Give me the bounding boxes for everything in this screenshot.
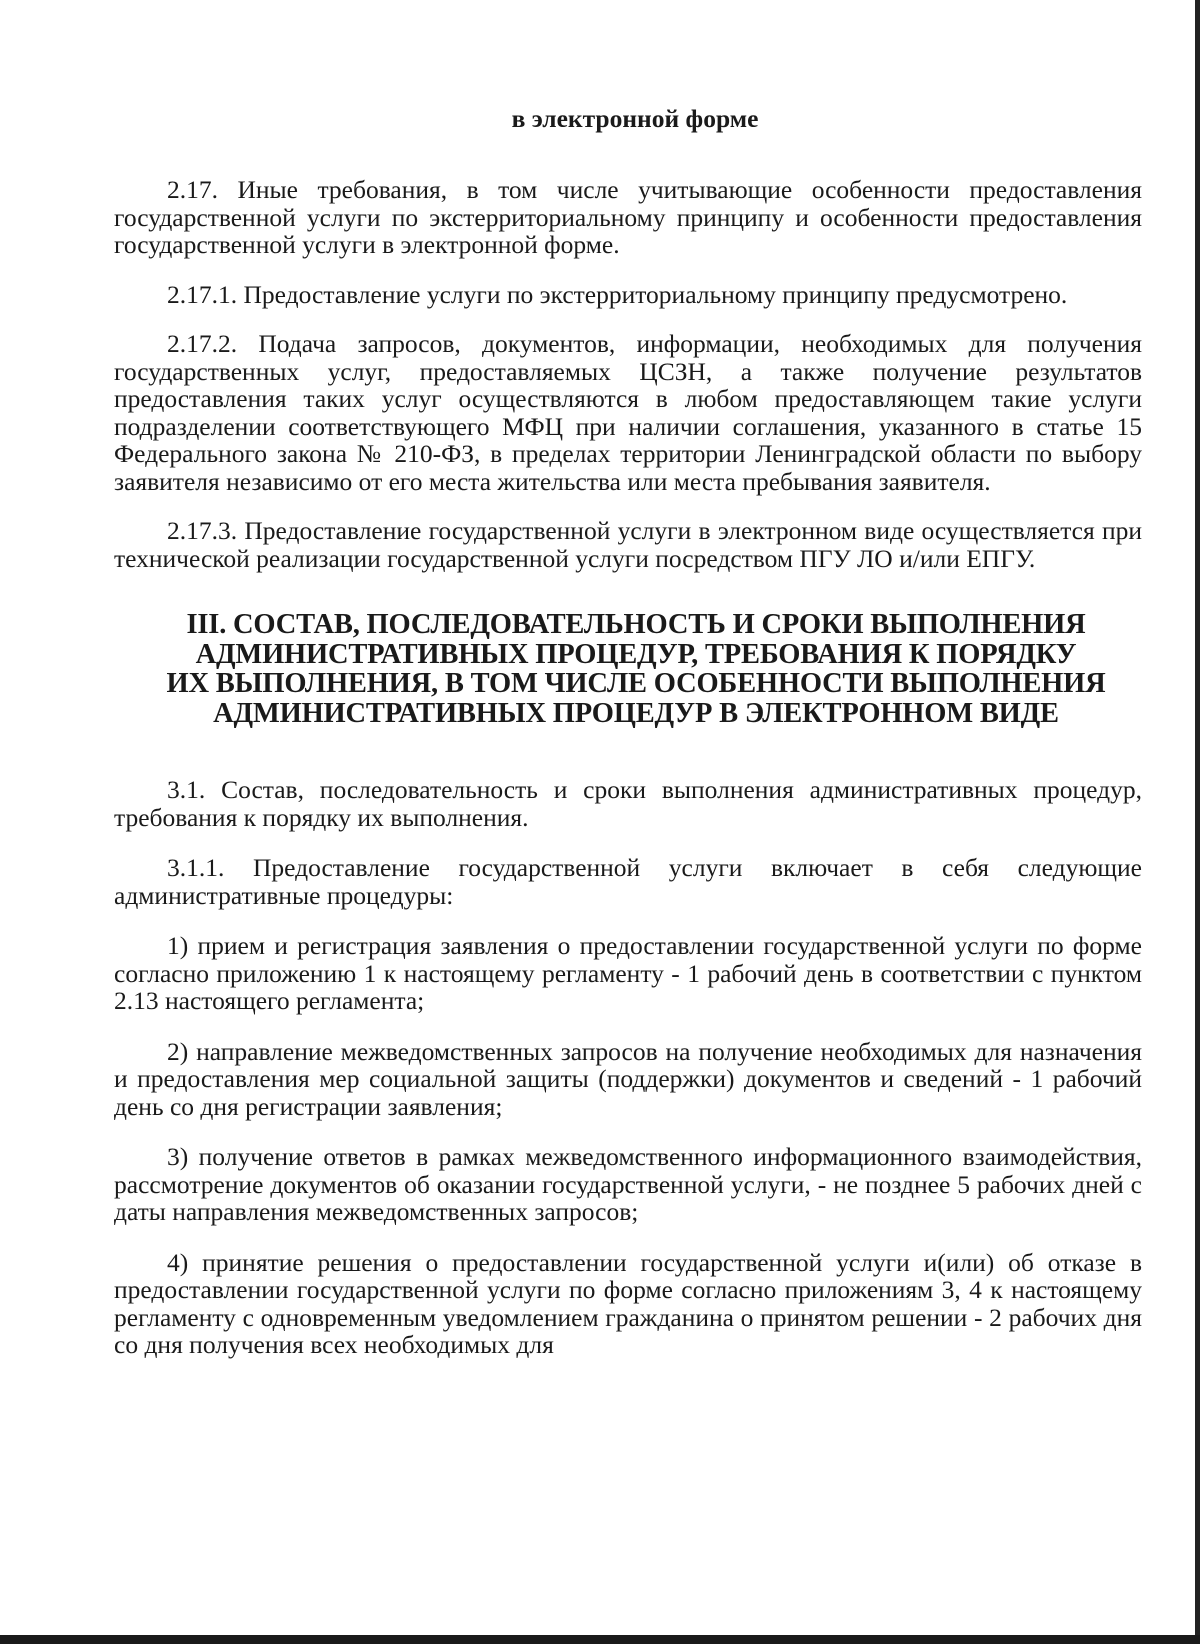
section-title <box>114 610 1142 728</box>
paragraph-3-1-1: 3.1.1. Предоставление государственной услуги включает в себя следующие административные процедуры: <box>114 853 1142 910</box>
list-item-4: 4) принятие решения о предоставлении государственной услуги и(или) об отказе в предоставлении государственной услуги по форме согласно приложениям 3, 4 к настоящему регламенту с одновременным уведомлением гражданина о принятом решении - 2 рабочих дня со дня получения всех необходимых для <box>114 1247 1142 1359</box>
paragraph-2-17-2: 2.17.2. Подача запросов, документов, информации, необходимых для получения государственных услуг, предоставляемых ЦСЗН, а также получение результатов предоставления таких услуг осуществляются в любом предоставляющем такие услуги подразделении соответствующего МФЦ при наличии соглашения, указанного в статье 15 Федерального закона № 210-ФЗ, в пределах территории Ленинградской области по выбору заявителя независимо от его места жительства или места пребывания заявителя. <box>114 329 1142 496</box>
scan-edge-bottom <box>0 1635 1200 1644</box>
list-item-1: 1) прием и регистрация заявления о предоставлении государственной услуги по форме согласно приложению 1 к настоящему регламенту - 1 рабочий день в соответствии с пунктом 2.13 настоящего регламента; <box>114 931 1142 1015</box>
header-fragment: в электронной форме <box>511 104 759 133</box>
list-item-2: 2) направление межведомственных запросов на получение необходимых для назначения и предоставления мер социальной защиты (поддержки) документов и сведений - 1 рабочий день со дня регистрации заявления; <box>114 1036 1142 1121</box>
section-title-line: III. СОСТАВ, ПОСЛЕДОВАТЕЛЬНОСТЬ И СРОКИ ВЫПОЛНЕНИЯ <box>186 609 1086 640</box>
document-body <box>114 104 1142 1359</box>
paragraph-2-17-1: 2.17.1. Предоставление услуги по экстерриториальному принципу предусмотрено. <box>167 279 1068 309</box>
section-title-line: АДМИНИСТРАТИВНЫХ ПРОЦЕДУР, ТРЕБОВАНИЯ К ПОРЯДКУ <box>195 638 1077 670</box>
paragraph-3-1: 3.1. Состав, последовательность и сроки выполнения административных процедур, требования к порядку их выполнения. <box>114 775 1142 832</box>
section-title-line: АДМИНИСТРАТИВНЫХ ПРОЦЕДУР В ЭЛЕКТРОННОМ ВИДЕ <box>213 697 1059 729</box>
paragraph-2-17: 2.17. Иные требования, в том числе учитывающие особенности предоставления государственной услуги по экстерриториальному принципу и особенности предоставления государственной услуги в электронной форме. <box>114 175 1142 259</box>
paragraph-2-17-3: 2.17.3. Предоставление государственной услуги в электронном виде осуществляется при технической реализации государственной услуги посредством ПГУ ЛО и/или ЕПГУ. <box>114 516 1142 573</box>
section-title-line: ИХ ВЫПОЛНЕНИЯ, В ТОМ ЧИСЛЕ ОСОБЕННОСТИ ВЫПОЛНЕНИЯ <box>166 668 1106 699</box>
list-item-3: 3) получение ответов в рамках межведомственного информационного взаимодействия, рассмотрение документов об оказании государственной услуги, - не позднее 5 рабочих дней с даты направления межведомственных запросов; <box>114 1142 1142 1226</box>
scan-edge-right <box>1195 0 1200 1644</box>
